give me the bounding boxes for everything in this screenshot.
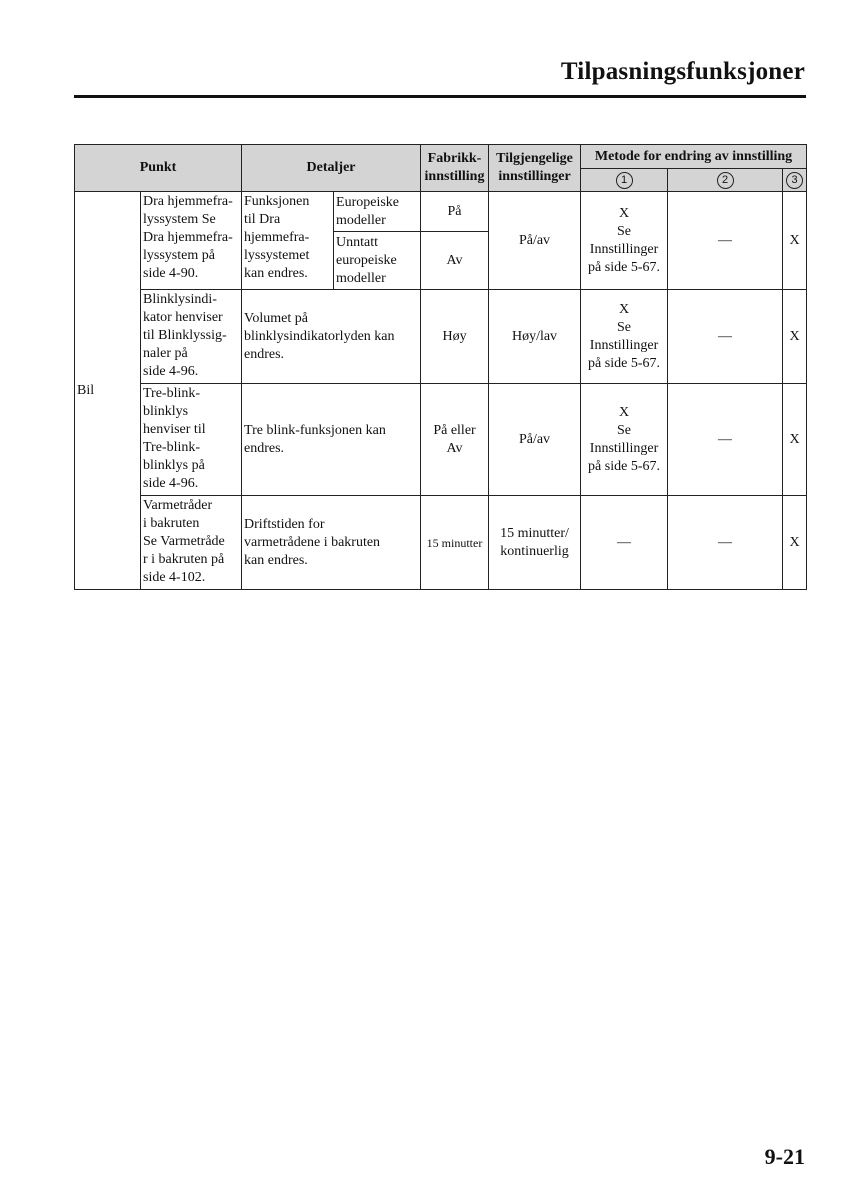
header-method-1 [581,169,668,192]
method-1-cell: — [581,496,668,590]
item-cell: Blinklysindi- kator henviser til Blinklyssig- naler på side 4-96. [141,290,242,384]
item-cell: Dra hjemmefra- lyssystem Se Dra hjemmefra- lyssystem på side 4-90. [141,192,242,290]
method-2-cell: — [668,496,783,590]
method-3-cell: X [783,496,807,590]
title-rule [74,95,806,98]
detail-cell: Funksjonen til Dra hjemmefra- lyssystemet kan endres. [242,192,334,290]
method-3-cell: X [783,192,807,290]
circled-number-1: 1 [616,172,633,189]
subdetail-cell: Unntatt europeiske modeller [334,232,421,290]
available-settings-cell: På/av [489,384,581,496]
page-number: 9-21 [764,1144,805,1169]
detail-cell: Driftstiden for varmetrådene i bakruten kan endres. [242,496,421,590]
method-3-cell: X [783,384,807,496]
header-method-3 [783,169,807,192]
factory-setting-cell: Høy [421,290,489,384]
detail-cell: Volumet på blinklysindikatorlyden kan endres. [242,290,421,384]
method-1-cell: X Se Innstillinger på side 5-67. [581,192,668,290]
method-2-cell: — [668,192,783,290]
factory-setting-cell: Av [421,232,489,290]
table-row [75,384,807,496]
item-cell: Tre-blink- blinklys henviser til Tre-blink- blinklys på side 4-96. [141,384,242,496]
header-tilgjengelige-innstillinger: Tilgjengelige innstillinger [489,145,581,192]
item-cell: Varmetråder i bakruten Se Varmetråde r i bakruten på side 4-102. [141,496,242,590]
available-settings-cell: På/av [489,192,581,290]
category-cell: Bil [75,192,141,590]
subdetail-cell: Europeiske modeller [334,192,421,232]
table-row [75,290,807,384]
header-method-2 [668,169,783,192]
method-2-cell: — [668,384,783,496]
customization-table [74,144,807,590]
factory-setting-cell: 15 minutter [421,496,489,590]
factory-setting-cell: På eller Av [421,384,489,496]
available-settings-cell: Høy/lav [489,290,581,384]
method-1-cell: X Se Innstillinger på side 5-67. [581,290,668,384]
header-metode: Metode for endring av innstilling [581,145,807,169]
method-2-cell: — [668,290,783,384]
detail-cell: Tre blink-funksjonen kan endres. [242,384,421,496]
table-row [75,192,807,232]
method-1-cell: X Se Innstillinger på side 5-67. [581,384,668,496]
method-3-cell: X [783,290,807,384]
header-punkt: Punkt [75,145,242,192]
page-title: Tilpasningsfunksjoner [560,58,805,85]
header-detaljer: Detaljer [242,145,421,192]
table-row [75,496,807,590]
factory-setting-cell: På [421,192,489,232]
circled-number-3: 3 [786,172,803,189]
available-settings-cell: 15 minutter/ kontinuerlig [489,496,581,590]
header-fabrikkinnstilling: Fabrikk- innstilling [421,145,489,192]
circled-number-2: 2 [717,172,734,189]
